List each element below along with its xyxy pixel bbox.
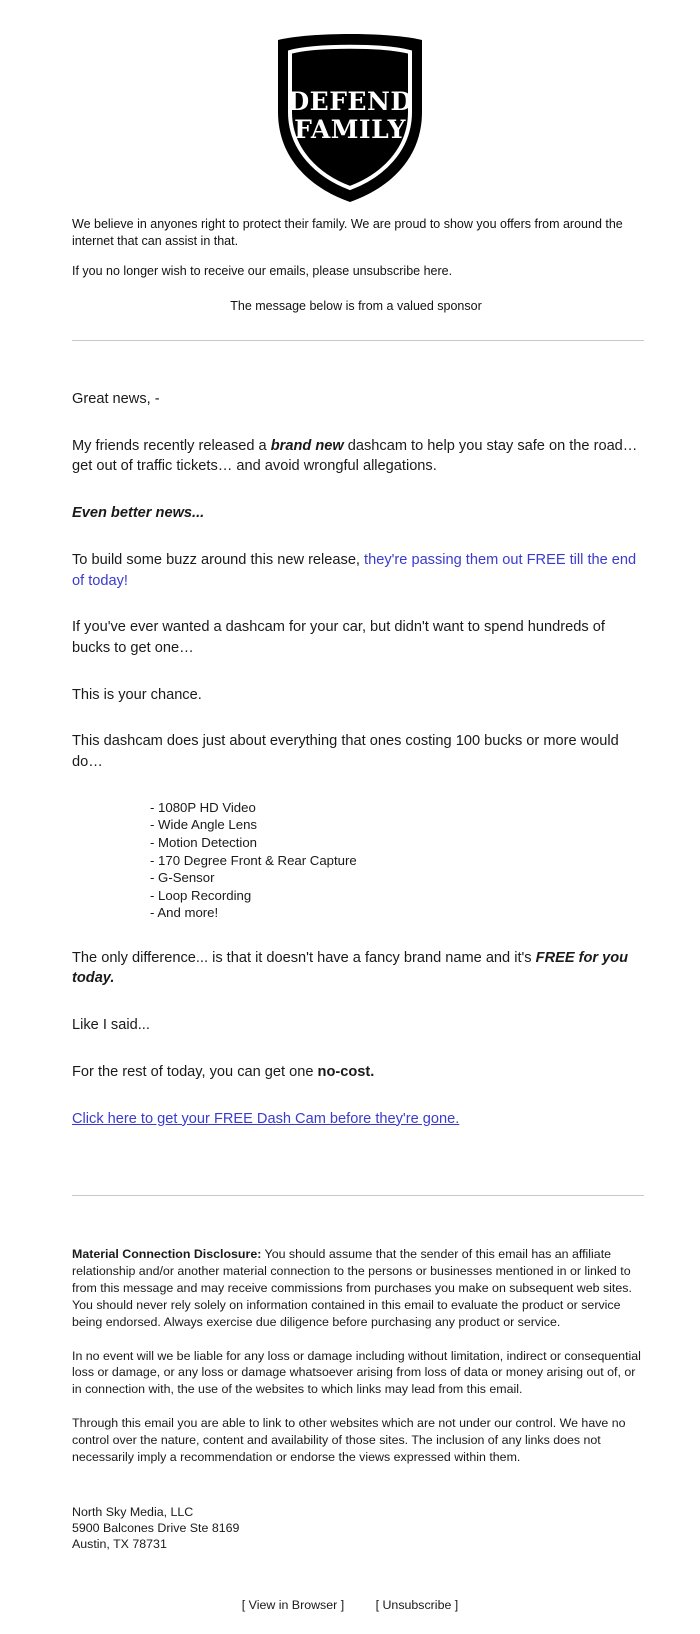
brand-logo — [0, 0, 700, 206]
shield-icon — [270, 26, 430, 206]
body-paragraph-1 — [72, 436, 644, 477]
unsubscribe-wrap — [376, 1598, 459, 1612]
logo-line-1: DEFEND — [287, 87, 413, 116]
feature-item: - Wide Angle Lens — [150, 817, 258, 833]
unsubscribe-lead-text: If you no longer wish to receive our emails, please — [72, 264, 353, 278]
intro-section — [0, 206, 700, 314]
body-paragraph-6: This dashcam does just about everything that ones costing 100 bucks or more would do… — [72, 733, 619, 771]
body-p7-emphasis: FREE for you today. — [72, 949, 629, 987]
footer-unsubscribe-link[interactable]: [ Unsubscribe ] — [375, 1598, 459, 1613]
body-paragraph-4: If you've ever wanted a dashcam for your car, but didn't want to spend hundreds of bucks to get one… — [72, 619, 605, 657]
intro-paragraph-1: We believe in anyones right to protect their family. We are proud to show you offers from around the internet that can assist in that. — [72, 217, 623, 248]
footer-links — [0, 1552, 700, 1634]
feature-item: - Loop Recording — [150, 887, 252, 903]
body-p7-part-a: The only difference... is that it doesn't have a fancy brand name and it's — [72, 949, 536, 966]
cta-paragraph — [72, 1109, 644, 1130]
view-in-browser-link[interactable]: [ View in Browser ] — [241, 1598, 345, 1613]
body-paragraph-7 — [72, 948, 644, 989]
body-paragraph-2 — [72, 503, 644, 524]
disclosure-section — [0, 1196, 700, 1465]
company-address — [0, 1483, 700, 1553]
intro-paragraph-2 — [72, 263, 640, 280]
body-p3-highlight[interactable]: they're passing them out FREE till the end of today! — [72, 551, 637, 589]
feature-list — [72, 799, 644, 922]
cta-link[interactable]: Click here to get your FREE Dash Cam before they're gone. — [72, 1110, 460, 1127]
body-paragraph-3 — [72, 550, 644, 591]
feature-item: - G-Sensor — [150, 870, 215, 886]
body-paragraph-5: This is your chance. — [72, 686, 202, 703]
body-p1-part-a: My friends recently released a — [72, 437, 271, 454]
view-in-browser-wrap — [242, 1598, 344, 1612]
body-even-better-news: Even better news... — [72, 505, 205, 522]
disclosure-heading: Material Connection Disclosure: — [72, 1247, 262, 1262]
address-street: 5900 Balcones Drive Ste 8169 — [72, 1520, 240, 1535]
body-p3-part-a: To build some buzz around this new release, — [72, 551, 365, 568]
unsubscribe-inline-link[interactable]: unsubscribe here. — [352, 264, 453, 278]
body-paragraph-9 — [72, 1062, 644, 1083]
disclosure-paragraph-1 — [72, 1246, 644, 1330]
feature-item: - And more! — [150, 905, 219, 921]
body-greeting: Great news, - — [72, 391, 160, 407]
body-p1-part-b: dashcam to help you stay safe on the road… get out of traffic tickets… and avoid wrongful allegations. — [72, 437, 638, 475]
body-p9-part-a: For the rest of today, you can get one — [72, 1063, 318, 1080]
logo-line-2: FAMILY — [294, 115, 406, 144]
body-p9-emphasis: no-cost. — [317, 1063, 375, 1080]
sponsor-note: The message below is from a valued sponsor — [230, 298, 482, 313]
email-body — [0, 341, 700, 1129]
disclosure-paragraph-3: Through this email you are able to link to other websites which are not under our control. We have no control over the nature, content and availability of those sites. The inclusion of any links does not necessarily imply a recommendation or endorse the views expressed within them. — [72, 1416, 626, 1464]
body-paragraph-8: Like I said... — [72, 1017, 150, 1034]
address-company: North Sky Media, LLC — [72, 1504, 194, 1519]
address-city: Austin, TX 78731 — [72, 1536, 167, 1551]
feature-item: - Motion Detection — [150, 835, 258, 850]
disclosure-paragraph-2: In no event will we be liable for any loss or damage including without limitation, indirect or consequential loss or damage, or any loss or damage whatsoever arising from loss of data or money arising out of, or in connection with, the use of the websites to which links may lead from this email. — [72, 1348, 641, 1397]
disclosure-p1-text: You should assume that the sender of this email has an affiliate relationship and/or another material connection to the persons or businesses mentioned in or linked to from this message and may receive commissions from purchases you make on subsequent web sites. You should never rely solely on information contained in this email to evaluate the product or service being endorsed. Always exercise due diligence before purchasing any product or service. — [72, 1247, 632, 1329]
body-p1-emphasis: brand new — [270, 437, 344, 454]
feature-item: - 1080P HD Video — [150, 799, 256, 815]
feature-item: - 170 Degree Front & Rear Capture — [150, 852, 357, 868]
